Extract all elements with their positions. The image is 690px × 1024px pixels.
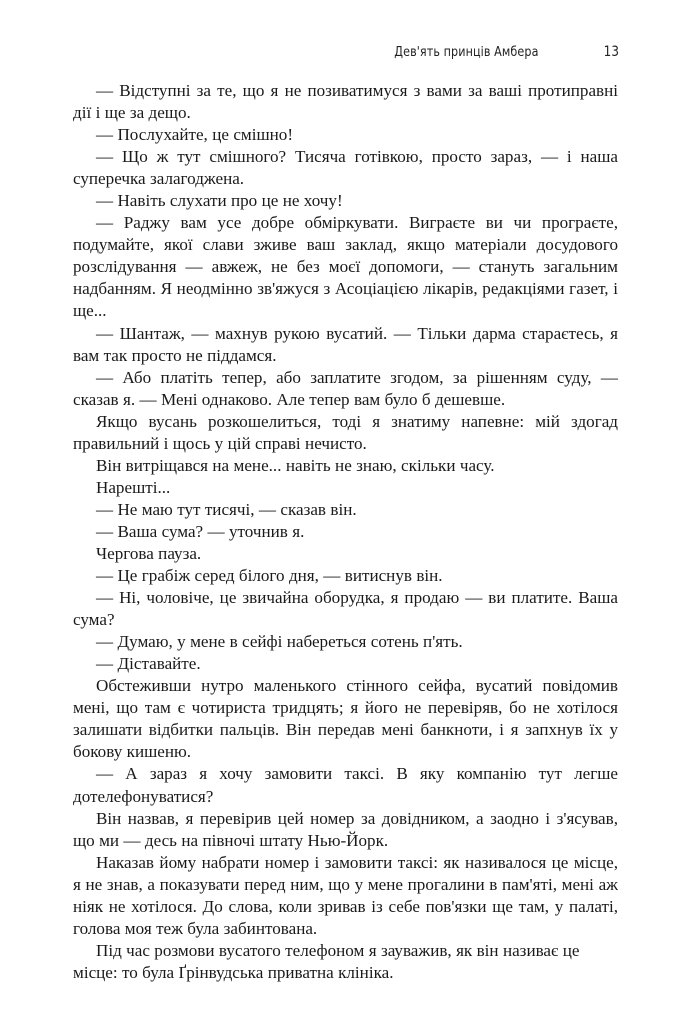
running-head-title: Дев'ять принців Амбера — [394, 44, 539, 60]
paragraph: Наказав йому набрати номер і замовити таксі: як називалося це місце, я не знав, а показувати перед ним, що у мене прогалини в пам'яті, мені аж ніяк не хотілося. До слова, коли зривав із себе пов'язки ще там, у палаті, голова моя теж була забинтована. — [73, 852, 618, 938]
paragraph: Обстеживши нутро маленького стінного сейфа, вусатий повідомив мені, що там є чотириста тридцять; я його не перевіряв, бо не хотілося залишати відбитки пальців. Він передав мені банкноти, і я запхнув їх у бокову кишеню. — [73, 676, 618, 762]
paragraph: Під час розмови вусатого телефоном я зауважив, як він називає це місце: то була Ґрінвудська приватна клініка. — [73, 940, 580, 982]
running-head — [73, 44, 620, 64]
paragraph: — Послухайте, це смішно! — [96, 125, 294, 145]
paragraph: — Діставайте. — [96, 654, 201, 674]
page-number: 13 — [603, 44, 620, 60]
paragraph: — А зараз я хочу замовити таксі. В яку компанію тут легше дотелефонуватися? — [73, 764, 618, 806]
paragraph: — Шантаж, — махнув рукою вусатий. — Тільки дарма стараєтесь, я вам так просто не піддамся. — [73, 323, 618, 365]
paragraph: Він назвав, я перевірив цей номер за довідником, а заодно і з'ясував, що ми — десь на півночі штату Нью-Йорк. — [73, 808, 618, 850]
paragraph: — Раджу вам усе добре обміркувати. Виграєте ви чи програєте, подумайте, якої слави зживе ваш заклад, якщо матеріали досудового розслідування — авжеж, не без моєї допомоги, — стануть загальним надбанням. Я неодмінно зв'яжуся з Асоціацією лікарів, редакціями газет, і ще... — [73, 213, 618, 321]
paragraph: Чергова пауза. — [96, 543, 202, 563]
paragraph: — Не маю тут тисячі, — сказав він. — [96, 499, 357, 519]
paragraph: — Навіть слухати про це не хочу! — [96, 191, 343, 211]
paragraph: Якщо вусань розкошелиться, тоді я знатиму напевне: мій здогад правильний і щось у цій справі нечисто. — [73, 411, 618, 453]
paragraph: — Або платіть тепер, або заплатите згодом, за рішенням суду, — сказав я. — Мені однаково. Але тепер вам було б дешевше. — [73, 367, 618, 409]
paragraph: — Що ж тут смішного? Тисяча готівкою, просто зараз, — і наша суперечка залагоджена. — [73, 147, 618, 189]
paragraph: Він витріщався на мене... навіть не знаю, скільки часу. — [96, 455, 495, 475]
paragraph: — Думаю, у мене в сейфі набереться сотень п'ять. — [96, 632, 463, 652]
paragraph: — Це грабіж серед білого дня, — витиснув він. — [96, 566, 443, 586]
paragraph: Нарешті... — [96, 477, 171, 497]
paragraph: — Відступні за те, що я не позиватимуся з вами за ваші протиправні дії і ще за дещо. — [73, 81, 618, 123]
paragraph: — Ні, чоловіче, це звичайна оборудка, я продаю — ви платите. Ваша сума? — [73, 588, 618, 630]
paragraph: — Ваша сума? — уточнив я. — [96, 521, 305, 541]
text-block — [73, 80, 618, 984]
